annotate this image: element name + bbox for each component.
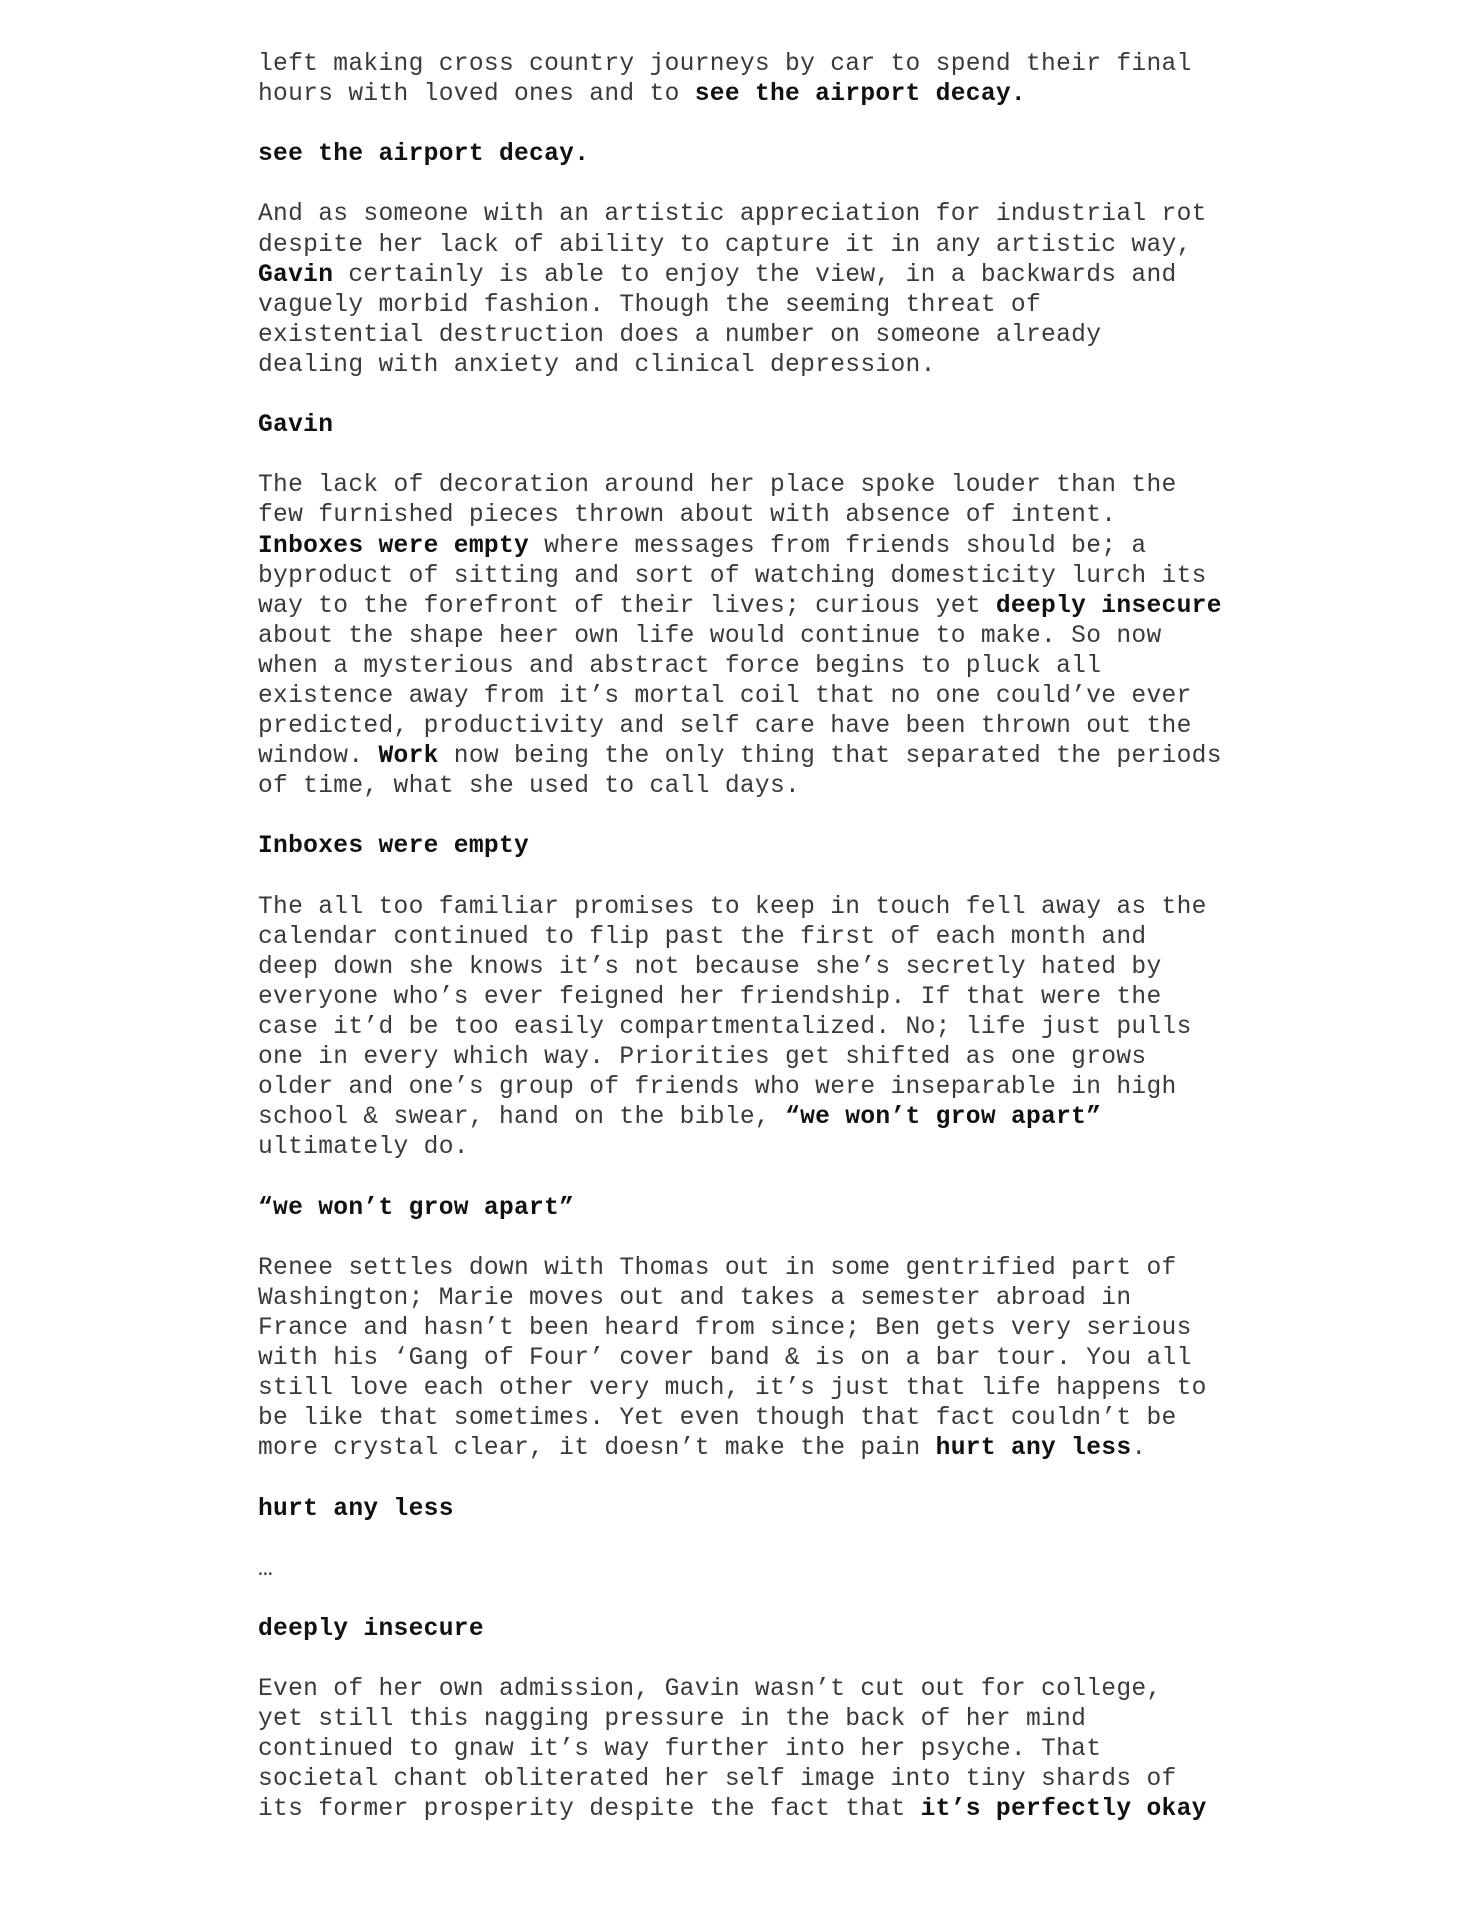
text-line [258, 1043, 1378, 1073]
text-run: one in every which way. Priorities get shifted as one grows [258, 1044, 1147, 1072]
blank-line [258, 441, 1378, 471]
blank-line [258, 1464, 1378, 1494]
text-line [258, 411, 1378, 441]
text-line [258, 592, 1378, 622]
text-line [258, 983, 1378, 1013]
blank-line [258, 381, 1378, 411]
text-run: Washington; Marie moves out and takes a semester abroad in [258, 1284, 1132, 1312]
text-run: France and hasn’t been heard from since; Ben gets very serious [258, 1314, 1192, 1342]
text-run: window. [258, 743, 379, 771]
text-line [258, 261, 1378, 291]
text-run: . [1131, 1435, 1147, 1463]
text-line [258, 1284, 1378, 1314]
bold-text: “we won’t grow apart” [785, 1104, 1102, 1132]
text-run: be like that sometimes. Yet even though that fact couldn’t be [258, 1405, 1177, 1433]
bold-text: Gavin [258, 412, 334, 440]
text-line [258, 1374, 1378, 1404]
text-run: case it’d be too easily compartmentalized. No; life just pulls [258, 1014, 1192, 1041]
text-run: when a mysterious and abstract force begins to pluck all [258, 652, 1102, 680]
text-line [258, 652, 1378, 682]
blank-line [258, 1585, 1378, 1615]
text-line [258, 1133, 1378, 1163]
bold-text: “we won’t grow apart” [258, 1194, 575, 1222]
bold-text: deeply insecure [258, 1615, 484, 1643]
bold-text: Inboxes were empty [258, 833, 530, 861]
bold-text: hurt any less [935, 1435, 1132, 1463]
text-run: And as someone with an artistic appreciation for industrial rot [258, 201, 1207, 229]
text-run: its former prosperity despite the fact that [258, 1796, 921, 1824]
blank-line [258, 170, 1378, 200]
blank-line [258, 1163, 1378, 1193]
text-run: way to the forefront of their lives; curious yet [258, 592, 996, 620]
text-line [258, 1555, 1378, 1585]
text-run: The lack of decoration around her place spoke louder than the [258, 472, 1177, 500]
text-run: school & swear, hand on the bible, [258, 1104, 786, 1132]
text-run: despite her lack of ability to capture it in any artistic way, [258, 231, 1192, 259]
text-line [258, 1705, 1378, 1735]
text-run: certainly is able to enjoy the view, in a backwards and [333, 261, 1177, 289]
text-line [258, 832, 1378, 862]
text-line [258, 1073, 1378, 1103]
text-run: dealing with anxiety and clinical depression. [258, 351, 936, 379]
text-run: where messages from friends should be; a [529, 532, 1147, 560]
bold-text: see the airport decay. [694, 81, 1026, 109]
text-line [258, 562, 1378, 592]
text-line [258, 1314, 1378, 1344]
text-run: societal chant obliterated her self image into tiny shards of [258, 1766, 1177, 1794]
text-line [258, 50, 1378, 80]
text-run: predicted, productivity and self care have been thrown out the [258, 713, 1192, 741]
blank-line [258, 1645, 1378, 1675]
text-run: The all too familiar promises to keep in touch fell away as the [258, 893, 1207, 921]
blank-line [258, 110, 1378, 140]
bold-text: see the airport decay. [258, 141, 590, 169]
text-run: ultimately do. [258, 1134, 469, 1162]
text-line [258, 953, 1378, 983]
text-line [258, 1765, 1378, 1795]
text-run: with his ‘Gang of Four’ cover band & is on a bar tour. You all [258, 1345, 1192, 1373]
text-line [258, 200, 1378, 230]
text-run: … [258, 1555, 274, 1583]
document-page [258, 50, 1378, 1826]
bold-text: it’s perfectly okay [920, 1796, 1207, 1824]
text-line [258, 1495, 1378, 1525]
text-line [258, 1795, 1378, 1825]
text-line [258, 772, 1378, 802]
text-line [258, 1675, 1378, 1705]
text-line [258, 742, 1378, 772]
text-line [258, 1013, 1378, 1043]
bold-text: Work [378, 743, 439, 771]
bold-text: deeply insecure [995, 592, 1222, 620]
text-line [258, 1194, 1378, 1224]
blank-line [258, 802, 1378, 832]
text-run: Even of her own admission, Gavin wasn’t cut out for college, [258, 1676, 1162, 1704]
text-run: older and one’s group of friends who were inseparable in high [258, 1074, 1177, 1102]
text-line [258, 622, 1378, 652]
text-line [258, 712, 1378, 742]
text-run: byproduct of sitting and sort of watching domesticity lurch its [258, 562, 1207, 590]
text-run: yet still this nagging pressure in the back of her mind [258, 1706, 1087, 1734]
text-run: now being the only thing that separated the periods [438, 743, 1222, 771]
text-run: about the shape heer own life would continue to make. So now [258, 622, 1162, 650]
text-line [258, 140, 1378, 170]
text-run: calendar continued to flip past the first of each month and [258, 923, 1147, 951]
text-line [258, 682, 1378, 712]
text-line [258, 1735, 1378, 1765]
bold-text: Inboxes were empty [258, 532, 530, 560]
text-line [258, 471, 1378, 501]
text-run: Renee settles down with Thomas out in some gentrified part of [258, 1254, 1177, 1282]
text-run: continued to gnaw it’s way further into her psyche. That [258, 1736, 1102, 1764]
text-run: vaguely morbid fashion. Though the seeming threat of [258, 291, 1042, 319]
blank-line [258, 863, 1378, 893]
text-line [258, 501, 1378, 531]
text-run: left making cross country journeys by car to spend their final [258, 51, 1192, 78]
text-line [258, 1615, 1378, 1645]
text-run: existential destruction does a number on someone already [258, 321, 1102, 349]
text-line [258, 80, 1378, 110]
text-run: deep down she knows it’s not because she’s secretly hated by [258, 953, 1162, 981]
text-line [258, 1344, 1378, 1374]
text-run: of time, what she used to call days. [258, 773, 801, 801]
text-run: few furnished pieces thrown about with absence of intent. [258, 502, 1117, 530]
text-run: hours with loved ones and to [258, 81, 695, 109]
text-run: more crystal clear, it doesn’t make the pain [258, 1435, 936, 1463]
text-line [258, 231, 1378, 261]
text-line [258, 1434, 1378, 1464]
text-line [258, 1103, 1378, 1133]
text-line [258, 1254, 1378, 1284]
text-line [258, 321, 1378, 351]
text-run: existence away from it’s mortal coil that no one could’ve ever [258, 682, 1192, 710]
text-line [258, 1404, 1378, 1434]
bold-text: Gavin [258, 261, 334, 289]
bold-text: hurt any less [258, 1495, 454, 1523]
text-line [258, 893, 1378, 923]
text-run: still love each other very much, it’s just that life happens to [258, 1375, 1207, 1403]
text-line [258, 291, 1378, 321]
blank-line [258, 1525, 1378, 1555]
text-run: everyone who’s ever feigned her friendship. If that were the [258, 983, 1162, 1011]
blank-line [258, 1224, 1378, 1254]
text-line [258, 923, 1378, 953]
text-line [258, 532, 1378, 562]
text-line [258, 351, 1378, 381]
